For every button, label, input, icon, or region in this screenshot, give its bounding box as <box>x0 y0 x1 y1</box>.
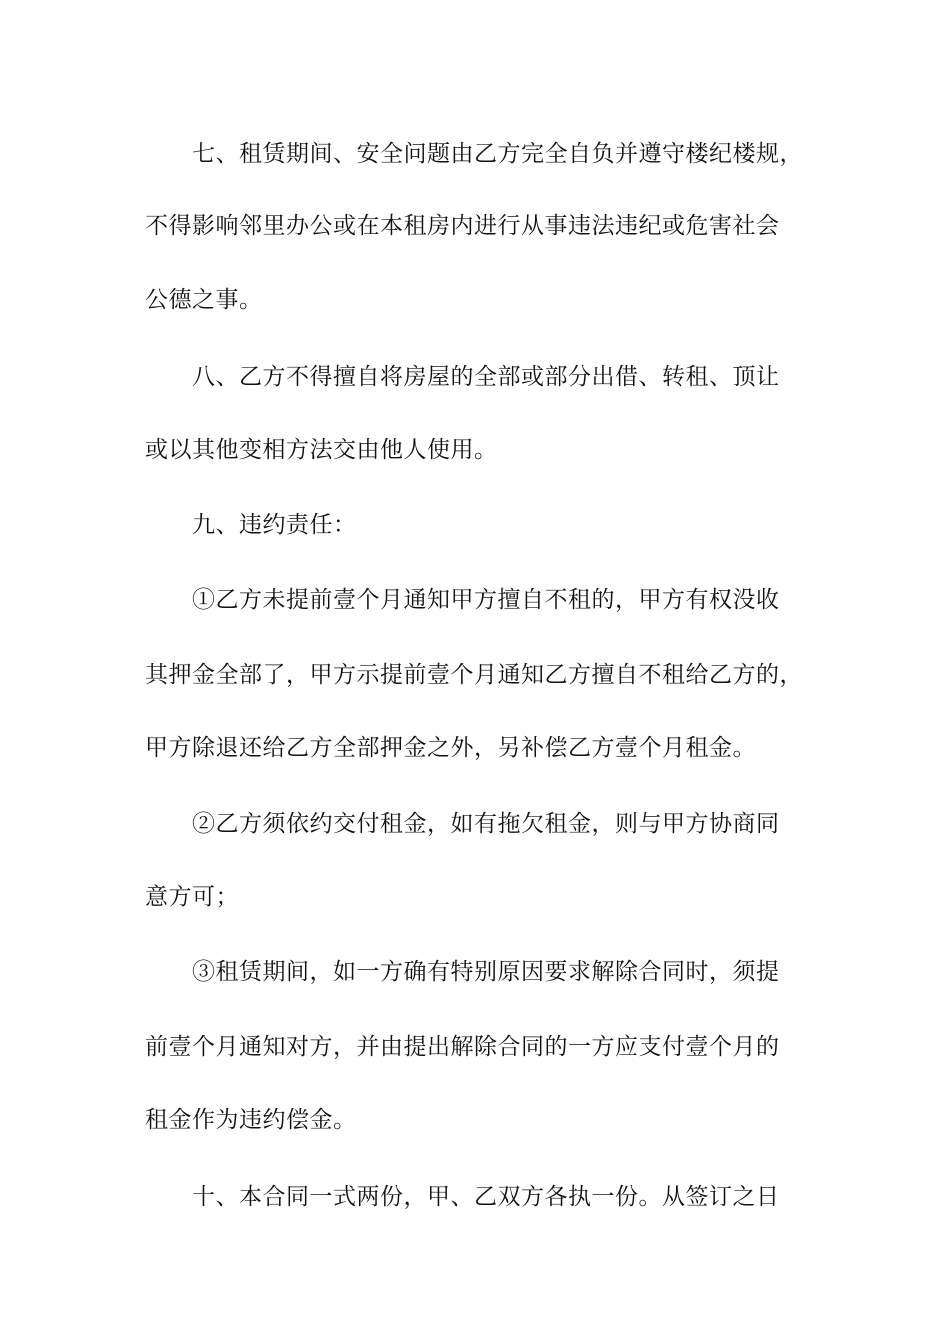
clause-8-line-2: 或以其他变相方法交由他人使用。 <box>145 437 498 463</box>
clause-9-item-3-line-2: 前壹个月通知对方，并由提出解除合同的一方应支付壹个月的 <box>145 1034 780 1060</box>
clause-9-item-3-line-1: ③租赁期间，如一方确有特别原因要求解除合同时，须提 <box>192 959 780 985</box>
clause-7-line-2: 不得影响邻里办公或在本租房内进行从事违法违纪或危害社会 <box>145 213 780 239</box>
clause-9-item-1-line-1: ①乙方未提前壹个月通知甲方擅自不租的，甲方有权没收 <box>192 587 780 613</box>
clause-7-line-1: 七、租赁期间、安全问题由乙方完全自负并遵守楼纪楼规， <box>192 141 803 167</box>
clause-9-heading: 九、违约责任： <box>192 512 357 538</box>
clause-9-item-2-line-2: 意方可； <box>145 884 239 910</box>
clause-9-item-2-line-1: ②乙方须依约交付租金，如有拖欠租金，则与甲方协商同 <box>192 811 780 837</box>
clause-8-line-1: 八、乙方不得擅自将房屋的全部或部分出借、转租、顶让 <box>192 364 780 390</box>
clause-9-item-1-line-2: 其押金全部了，甲方示提前壹个月通知乙方擅自不租给乙方的， <box>145 662 803 688</box>
clause-10-line-1: 十、本合同一式两份，甲、乙双方各执一份。从签订之日 <box>192 1184 780 1210</box>
clause-9-item-1-line-3: 甲方除退还给乙方全部押金之外，另补偿乙方壹个月租金。 <box>145 735 756 761</box>
clause-9-item-3-line-3: 租金作为违约偿金。 <box>145 1107 357 1133</box>
clause-7-line-3: 公德之事。 <box>145 287 263 313</box>
